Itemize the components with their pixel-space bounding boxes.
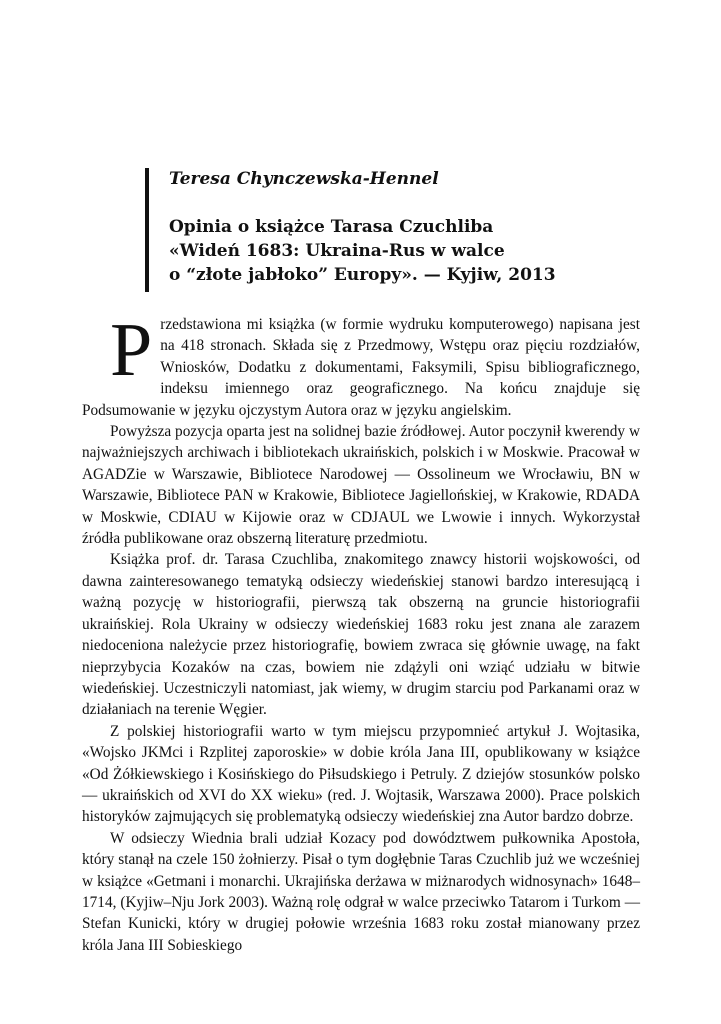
paragraph: Książka prof. dr. Tarasa Czuchliba, znakomitego znawcy historii wojskowości, od dawna zainteresowanego tematyką odsieczy wiedeńskiej stanowi bardzo interesującą i ważną pozycję w historiografii, pierwszą tak obszerną na gruncie historiografii ukraińskiej. Rola Ukrainy w odsieczy wiedeńskiej 1683 roku jest znana ale zarazem niedoceniona należycie przez historiografię, bowiem zwraca się głównie uwagę, na fakt nieprzybycia Kozaków na czas, bowiem nie zdążyli oni wziąć udziału w bitwie wiedeńskiej. Uczestniczyli natomiast, jak wiemy, w drugim starciu pod Parkanami oraz w działaniach na terenie Węgier. — [82, 551, 640, 719]
article-body — [82, 308, 640, 956]
paragraph: W odsieczy Wiednia brali udział Kozacy pod dowództwem pułkownika Apostoła, który stanął na czele 150 żołnierzy. Pisał o tym dogłębnie Taras Czuchlib już we wcześniej w książce «Getmani i monarchi. Ukrajińska derżawa w miżnarodych widnosynach» 1648–1714, (Kyjiw–Nju Jork 2003). Ważną rolę odgrał w walce przeciwko Tatarom i Turkom — Stefan Kunicki, który w drugiej połowie września 1683 roku został mianowany przez króla Jana III Sobieskiego — [82, 829, 640, 954]
title-line: o “złote jabłoko” Europy». — Kyjiw, 2013 — [169, 265, 556, 285]
author-name: Teresa Chynczewska-Hennel — [169, 169, 439, 189]
article-title — [169, 215, 615, 287]
drop-cap: P — [110, 308, 153, 392]
title-line: Opinia o książce Tarasa Czuchliba — [169, 217, 494, 237]
paragraph: Z polskiej historiografii warto w tym miejscu przypomnieć artykuł J. Wojtasika, «Wojsko JKMci i Rzplitej zaporoskie» w dobie króla Jana III, opublikowany w książce «Od Żółkiewskiego i Kosińskiego do Piłsudskiego i Petruly. Z dziejów stosunków polsko — ukraińskich od XVI do XX wieku» (red. J. Wojtasik, Warszawa 2000). Prace polskich historyków zajmujących się problematyką odsieczy wiedeńskiej zna Autor bardzo dobrze. — [82, 722, 640, 826]
paragraph-text: rzedstawiona mi książka (w formie wydruku komputerowego) napisana jest na 418 stronach. Składa się z Przedmowy, Wstępu oraz pięciu rozdziałów, Wniosków, Dodatku z dokumentami, Faksymili, Spisu bibliograficznego, indeksu imiennego oraz geograficznego. Na końcu znajduje się Podsumowanie w języku ojczystym Autora oraz w języku angielskim. — [82, 316, 640, 419]
article-header — [145, 168, 615, 292]
title-line: «Wideń 1683: Ukraina-Rus w walce — [169, 241, 505, 261]
paragraph — [82, 308, 640, 421]
paragraph: Powyższa pozycja oparta jest na solidnej bazie źródłowej. Autor poczynił kwerendy w najważniejszych archiwach i bibliotekach ukraińskich, polskich i w Moskwie. Pracował w AGADZie w Warszawie, Bibliotece Narodowej — Ossolineum we Wrocławiu, BN w Warszawie, Bibliotece PAN w Krakowie, Bibliotece Jagiellońskiej, w Krakowie, RDADA w Moskwie, CDIAU w Kijowie oraz w CDJAUL we Lwowie i innych. Wykorzystał źródła publikowane oraz obszerną literaturę przedmiotu. — [82, 423, 640, 548]
